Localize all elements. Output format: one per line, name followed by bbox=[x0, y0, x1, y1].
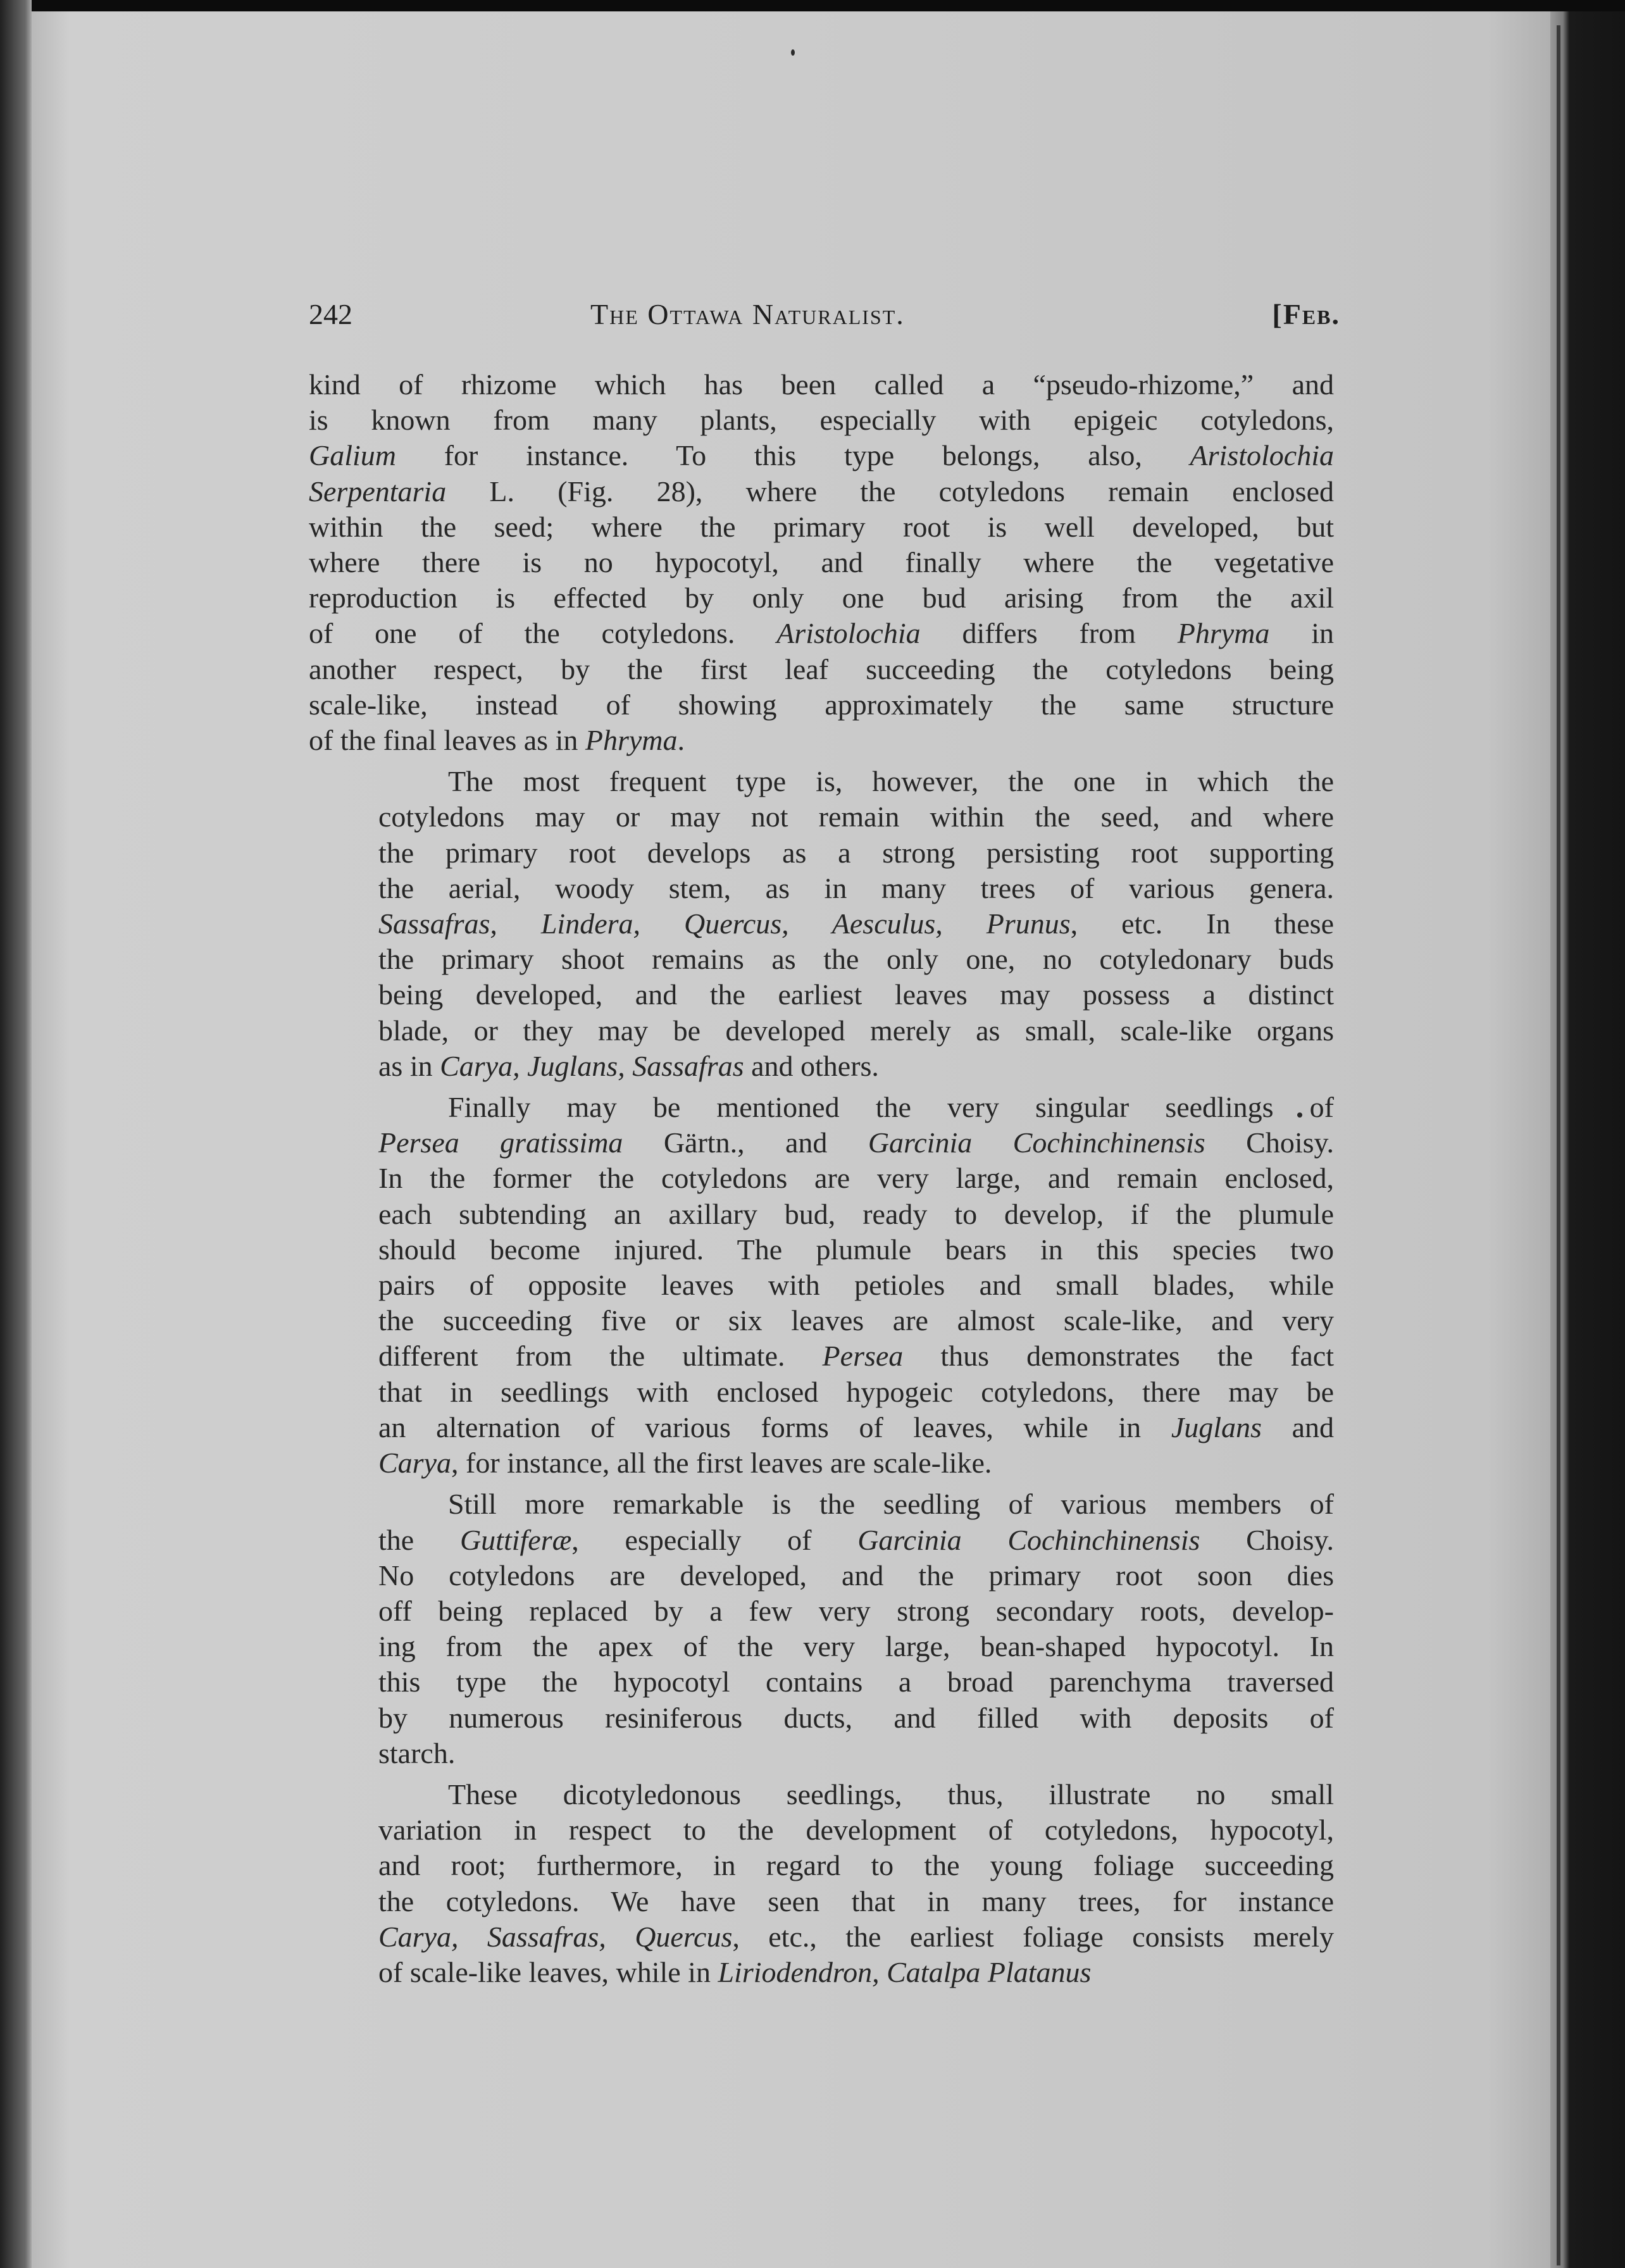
text-line: Galium for instance. To this type belongs, also, Aristolochia bbox=[309, 439, 1334, 472]
text-line: In the former the cotyledons are very large, and remain enclosed, bbox=[378, 1162, 1334, 1195]
text-line: Finally may be mentioned the very singular seedlings of bbox=[448, 1091, 1334, 1124]
text-line: scale-like, instead of showing approximately the same structure bbox=[309, 688, 1334, 721]
scan-speck bbox=[791, 49, 795, 56]
text-line: as in Carya, Juglans, Sassafras and others. bbox=[378, 1049, 879, 1082]
scan-top-border bbox=[0, 0, 1625, 11]
paragraph bbox=[309, 1090, 1334, 1481]
text-line: being developed, and the earliest leaves may possess a distinct bbox=[378, 978, 1334, 1011]
text-line: of scale-like leaves, while in Liriodendron, Catalpa Platanus bbox=[378, 1955, 1092, 1988]
text-line: Serpentaria L. (Fig. 28), where the cotyledons remain enclosed bbox=[309, 475, 1334, 508]
text-line: reproduction is effected by only one bud arising from the axil bbox=[309, 582, 1334, 614]
text-line: kind of rhizome which has been called a “pseudo-rhizome,” and bbox=[309, 368, 1334, 401]
scan-right-border bbox=[1550, 11, 1625, 2268]
text-line: an alternation of various forms of leaves, while in Juglans and bbox=[378, 1411, 1334, 1443]
text-line: the primary root develops as a strong persisting root supporting bbox=[378, 836, 1334, 869]
text-line: pairs of opposite leaves with petioles and small blades, while bbox=[378, 1269, 1334, 1302]
text-line: different from the ultimate. Persea thus demonstrates the fact bbox=[378, 1340, 1334, 1373]
text-line: cotyledons may or may not remain within the seed, and where bbox=[378, 801, 1334, 833]
journal-title: The Ottawa Naturalist. bbox=[590, 298, 905, 330]
text-line: These dicotyledonous seedlings, thus, illustrate no small bbox=[448, 1778, 1334, 1810]
text-line: Carya, Sassafras, Quercus, etc., the earliest foliage consists merely bbox=[378, 1920, 1334, 1953]
text-line: and root; furthermore, in regard to the young foliage succeeding bbox=[378, 1849, 1334, 1882]
paragraph bbox=[309, 367, 1334, 758]
text-line: each subtending an axillary bud, ready to develop, if the plumule bbox=[378, 1197, 1334, 1230]
text-line: the cotyledons. We have seen that in many trees, for instance bbox=[378, 1885, 1334, 1917]
text-line: No cotyledons are developed, and the primary root soon dies bbox=[378, 1559, 1334, 1592]
text-line: the succeeding five or six leaves are almost scale-like, and very bbox=[378, 1304, 1334, 1337]
text-line: the primary shoot remains as the only one, no cotyledonary buds bbox=[378, 943, 1334, 976]
text-line: should become injured. The plumule bears in this species two bbox=[378, 1233, 1334, 1266]
text-line: is known from many plants, especially with epigeic cotyledons, bbox=[309, 404, 1334, 437]
text-line: Still more remarkable is the seedling of various members of bbox=[448, 1488, 1334, 1521]
text-line: Persea gratissima Gärtn., and Garcinia Cochinchinensis Choisy. bbox=[378, 1126, 1335, 1159]
text-line: within the seed; where the primary root is well developed, but bbox=[309, 510, 1334, 543]
article-body bbox=[309, 367, 1334, 1996]
text-line: off being replaced by a few very strong secondary roots, develop- bbox=[378, 1594, 1334, 1627]
page-edge-line bbox=[1557, 25, 1560, 2265]
text-line: variation in respect to the development of cotyledons, hypocotyl, bbox=[378, 1814, 1334, 1847]
text-line: Carya, for instance, all the first leaves are scale-like. bbox=[378, 1447, 992, 1480]
paragraph bbox=[309, 1777, 1334, 1990]
text-line: Sassafras, Lindera, Quercus, Aesculus, Prunus, etc. In these bbox=[378, 907, 1334, 940]
text-line: where there is no hypocotyl, and finally where the vegetative bbox=[309, 546, 1334, 579]
text-line: of one of the cotyledons. Aristolochia differs from Phryma in bbox=[309, 617, 1335, 650]
text-line: of the final leaves as in Phryma. bbox=[309, 724, 685, 757]
text-line: The most frequent type is, however, the one in which the bbox=[448, 765, 1334, 798]
text-line: the aerial, woody stem, as in many trees of various genera. bbox=[378, 871, 1334, 904]
paragraph bbox=[309, 1486, 1334, 1771]
text-line: by numerous resiniferous ducts, and filled with deposits of bbox=[378, 1701, 1334, 1734]
text-line: blade, or they may be developed merely as small, scale-like organs bbox=[378, 1014, 1334, 1047]
text-line: another respect, by the first leaf succeeding the cotyledons being bbox=[309, 652, 1334, 685]
scan-left-border bbox=[0, 0, 32, 2268]
text-line: starch. bbox=[378, 1736, 456, 1769]
text-line: this type the hypocotyl contains a broad parenchyma traversed bbox=[378, 1666, 1334, 1698]
issue-month: [Feb. bbox=[1272, 298, 1340, 330]
paragraph bbox=[309, 764, 1334, 1084]
text-line: the Guttiferæ, especially of Garcinia Cochinchinensis Choisy. bbox=[378, 1523, 1335, 1556]
page-number: 242 bbox=[309, 298, 352, 330]
text-line: ing from the apex of the very large, bean-shaped hypocotyl. In bbox=[378, 1630, 1334, 1663]
running-header bbox=[309, 297, 1340, 342]
text-line: that in seedlings with enclosed hypogeic cotyledons, there may be bbox=[378, 1375, 1334, 1408]
